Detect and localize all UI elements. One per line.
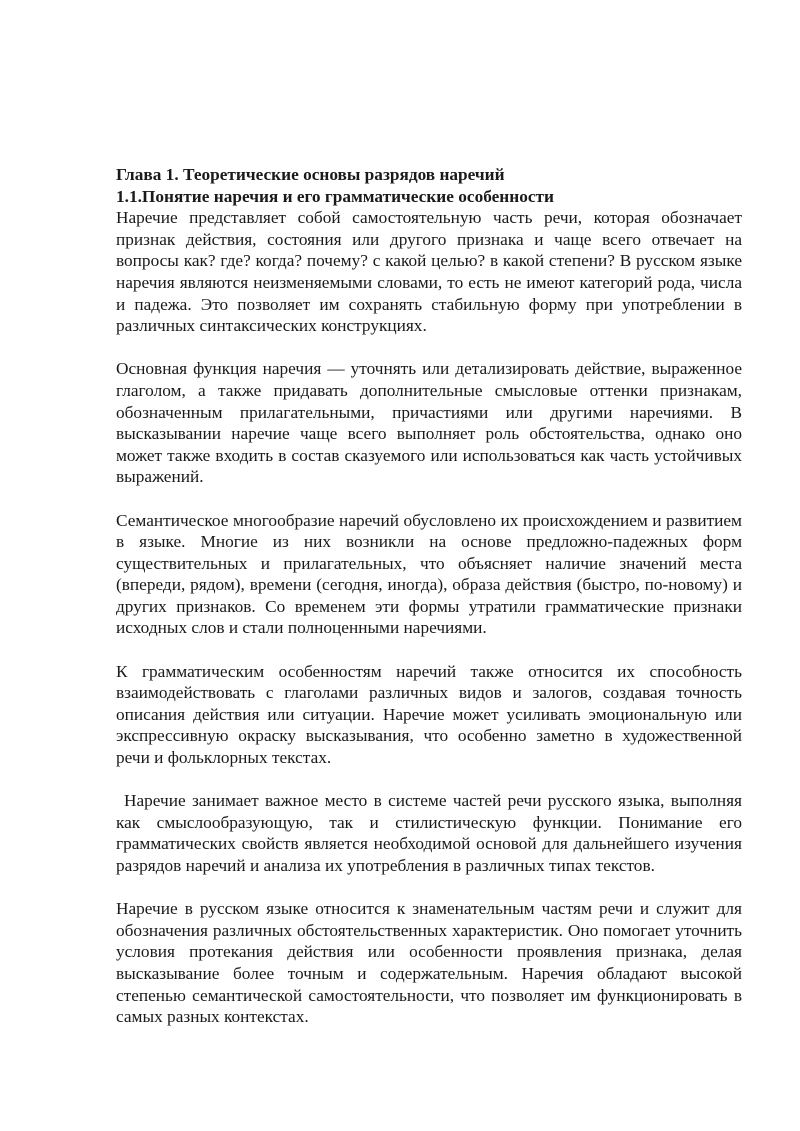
paragraph-main-function: Основная функция наречия — уточнять или детализировать действие, выраженное глаголом, а также придавать дополнительные смысловые оттенки признакам, обозначенным прилагательными, причастиями или другими наречиями. В высказывании наречие чаще всего выполняет роль обстоятельства, однако оно может также входить в состав сказуемого или использоваться как часть устойчивых выражений. [116,359,742,487]
section-title: 1.1.Понятие наречия и его грамматические особенности [116,186,554,206]
paragraph-importance: Наречие занимает важное место в системе частей речи русского языка, выполняя как смыслообразующую, так и стилистическую функции. Понимание его грамматических свойств является необходимой основой для дальнейшего изучения разрядов наречий и анализа их употребления в различных типах текстов. [116,791,742,875]
paragraph-notional-part: Наречие в русском языке относится к знаменательным частям речи и служит для обозначения различных обстоятельственных характеристик. Оно помогает уточнить условия протекания действия или особенности проявления признака, делая высказывание более точным и содержательным. Наречия обладают высокой степенью семантической самостоятельности, что позволяет им функционировать в самых разных контекстах. [116,899,742,1027]
paragraph-semantic-diversity: Семантическое многообразие наречий обусловлено их происхождением и развитием в языке. Многие из них возникли на основе предложно-падежных форм существительных и прилагательных, что объясняет наличие значений места (впереди, рядом), времени (сегодня, иногда), образа действия (быстро, по-новому) и других признаков. Со временем эти формы утратили грамматические признаки исходных слов и стали полноценными наречиями. [116,510,742,638]
document-body [116,164,742,1049]
paragraph-grammatical-features: К грамматическим особенностям наречий также относится их способность взаимодействовать с глаголами различных видов и залогов, создавая точность описания действия или ситуации. Наречие может усиливать эмоциональную или экспрессивную окраску высказывания, что особенно заметно в художественной речи и фольклорных текстах. [116,661,742,768]
chapter-title: Глава 1. Теоретические основы разрядов наречий [116,165,505,184]
paragraph-definition: Наречие представляет собой самостоятельную часть речи, которая обозначает признак действия, состояния или другого признака и чаще всего отвечает на вопросы как? где? когда? почему? с какой целью? в какой степени? В русском языке наречия являются неизменяемыми словами, то есть не имеют категорий рода, числа и падежа. Это позволяет им сохранять стабильную форму при употреблении в различных синтаксических конструкциях. [116,208,742,336]
